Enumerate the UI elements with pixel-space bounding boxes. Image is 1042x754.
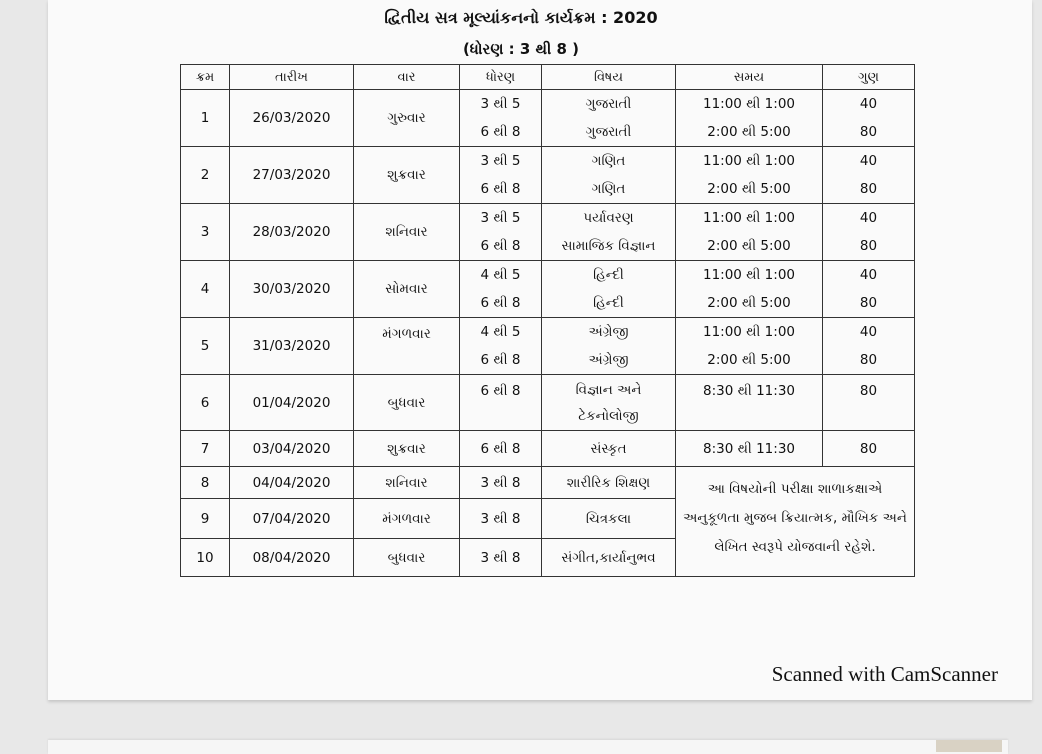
standard-line: 3 થી 5 [480, 210, 521, 226]
cell-marks: 80 [823, 375, 915, 431]
marks-line: 40 [859, 324, 878, 340]
corner-stamp [936, 740, 1002, 752]
time-line: 11:00 થી 1:00 [702, 210, 796, 226]
cell-date: 31/03/2020 [230, 318, 354, 375]
subject-line: ટેકનોલોજી [578, 407, 639, 424]
time-line: 11:00 થી 1:00 [702, 324, 796, 340]
cell-subject: શારીરિક શિક્ષણ [542, 467, 676, 499]
table-row [181, 204, 915, 261]
subject-line: અંગ્રેજી [588, 352, 629, 368]
header-row [181, 65, 915, 90]
cell-date: 27/03/2020 [230, 147, 354, 204]
cell-day: શુક્રવાર [354, 431, 460, 467]
cell-time [676, 318, 823, 375]
cell-day: ગુરુવાર [354, 90, 460, 147]
cell-marks [823, 318, 915, 375]
cell-time [676, 147, 823, 204]
cell-time [676, 261, 823, 318]
time-line: 2:00 થી 5:00 [707, 295, 791, 311]
cell-standard [460, 147, 542, 204]
table-row [181, 318, 915, 375]
table-row [181, 467, 915, 499]
time-line: 2:00 થી 5:00 [707, 124, 791, 140]
cell-marks [823, 147, 915, 204]
table-row [181, 90, 915, 147]
cell-time: 8:30 થી 11:30 [676, 431, 823, 467]
time-line: 11:00 થી 1:00 [702, 96, 796, 112]
standard-line: 6 થી 8 [480, 238, 521, 254]
cell-serial: 9 [181, 499, 230, 539]
time-line: 11:00 થી 1:00 [702, 153, 796, 169]
cell-standard: 3 થી 8 [460, 499, 542, 539]
cell-subject [542, 261, 676, 318]
cell-serial: 8 [181, 467, 230, 499]
subject-line: પર્યાવરણ [583, 210, 634, 226]
header-marks: ગુણ [823, 65, 915, 90]
subject-line: અંગ્રેજી [588, 324, 629, 340]
header-time: સમય [676, 65, 823, 90]
cell-serial: 1 [181, 90, 230, 147]
cell-subject [542, 375, 676, 431]
header-serial: ક્રમ [181, 65, 230, 90]
cell-day: સોમવાર [354, 261, 460, 318]
standard-line: 6 થી 8 [480, 181, 521, 197]
cell-serial: 3 [181, 204, 230, 261]
cell-subject [542, 147, 676, 204]
cell-day: બુધવાર [354, 375, 460, 431]
marks-line: 40 [859, 267, 878, 283]
standard-line: 4 થી 5 [480, 267, 521, 283]
table-row [181, 375, 915, 431]
cell-marks: 80 [823, 431, 915, 467]
subject-line: હિન્દી [593, 295, 624, 311]
standard-line: 6 થી 8 [480, 352, 521, 368]
cell-date: 07/04/2020 [230, 499, 354, 539]
standard-line: 3 થી 5 [480, 96, 521, 112]
standard-line: 6 થી 8 [480, 124, 521, 140]
cell-serial: 2 [181, 147, 230, 204]
cell-standard: 6 થી 8 [460, 375, 542, 431]
cell-time [676, 90, 823, 147]
cell-day: શનિવાર [354, 204, 460, 261]
cell-subject: સંસ્કૃત [542, 431, 676, 467]
standard-line: 3 થી 5 [480, 153, 521, 169]
cell-day: શુક્રવાર [354, 147, 460, 204]
subject-line: ગુજરાતી [585, 124, 632, 140]
cell-serial: 6 [181, 375, 230, 431]
cell-day: શનિવાર [354, 467, 460, 499]
cell-day: બુધવાર [354, 539, 460, 577]
table-row [181, 147, 915, 204]
standard-line: 6 થી 8 [480, 295, 521, 311]
marks-line: 80 [859, 124, 878, 140]
table-row [181, 431, 915, 467]
cell-time [676, 204, 823, 261]
header-date: તારીખ [230, 65, 354, 90]
cell-subject [542, 318, 676, 375]
standard-line: 4 થી 5 [480, 324, 521, 340]
document-title: દ્વિતીય સત્ર મૂલ્યાંકનનો કાર્યક્રમ : 2020 [384, 8, 658, 27]
cell-standard: 3 થી 8 [460, 467, 542, 499]
marks-line: 80 [859, 295, 878, 311]
cell-standard: 6 થી 8 [460, 431, 542, 467]
document-subtitle: (ધોરણ : 3 થી 8 ) [462, 40, 580, 58]
cell-date: 08/04/2020 [230, 539, 354, 577]
cell-date: 30/03/2020 [230, 261, 354, 318]
cell-standard [460, 90, 542, 147]
cell-marks [823, 261, 915, 318]
cell-serial: 7 [181, 431, 230, 467]
cell-time: 8:30 થી 11:30 [676, 375, 823, 431]
cell-serial: 4 [181, 261, 230, 318]
subject-line: હિન્દી [593, 267, 624, 283]
header-standard: ધોરણ [460, 65, 542, 90]
cell-serial: 10 [181, 539, 230, 577]
marks-line: 80 [859, 181, 878, 197]
cell-serial: 5 [181, 318, 230, 375]
cell-standard [460, 261, 542, 318]
cell-marks [823, 204, 915, 261]
time-line: 11:00 થી 1:00 [702, 267, 796, 283]
cell-standard [460, 204, 542, 261]
header-day: વાર [354, 65, 460, 90]
cell-day: મંગળવાર [354, 499, 460, 539]
cell-date: 04/04/2020 [230, 467, 354, 499]
marks-line: 80 [859, 352, 878, 368]
header-subject: વિષય [542, 65, 676, 90]
subject-line: વિજ્ઞાન અને [575, 381, 642, 398]
cell-subject: સંગીત,કાર્યાનુભવ [542, 539, 676, 577]
table-row [181, 261, 915, 318]
camscanner-watermark: Scanned with CamScanner [771, 662, 998, 686]
cell-date: 28/03/2020 [230, 204, 354, 261]
marks-line: 40 [859, 153, 878, 169]
marks-line: 40 [859, 210, 878, 226]
cell-subject [542, 90, 676, 147]
cell-date: 03/04/2020 [230, 431, 354, 467]
marks-line: 80 [859, 238, 878, 254]
subject-line: ગુજરાતી [585, 96, 632, 112]
cell-date: 01/04/2020 [230, 375, 354, 431]
cell-marks [823, 90, 915, 147]
time-line: 2:00 થી 5:00 [707, 238, 791, 254]
subject-line: ગણિત [591, 181, 626, 197]
cell-subject [542, 204, 676, 261]
time-line: 2:00 થી 5:00 [707, 352, 791, 368]
cell-day: મંગળવાર [354, 318, 460, 375]
cell-standard [460, 318, 542, 375]
subject-line: ગણિત [591, 153, 626, 169]
subject-line: સામાજિક વિજ્ઞાન [561, 238, 656, 254]
time-line: 2:00 થી 5:00 [707, 181, 791, 197]
cell-date: 26/03/2020 [230, 90, 354, 147]
marks-line: 40 [859, 96, 878, 112]
school-level-note: આ વિષયોની પરીક્ષા શાળાકક્ષાએ અનુકૂળતા મુજબ ક્રિયાત્મક, મૌખિક અને લેખિત સ્વરૂપે યોજવાની રહેશે. [676, 467, 915, 577]
exam-schedule-table [180, 64, 915, 577]
cell-standard: 3 થી 8 [460, 539, 542, 577]
cell-subject: ચિત્રકલા [542, 499, 676, 539]
